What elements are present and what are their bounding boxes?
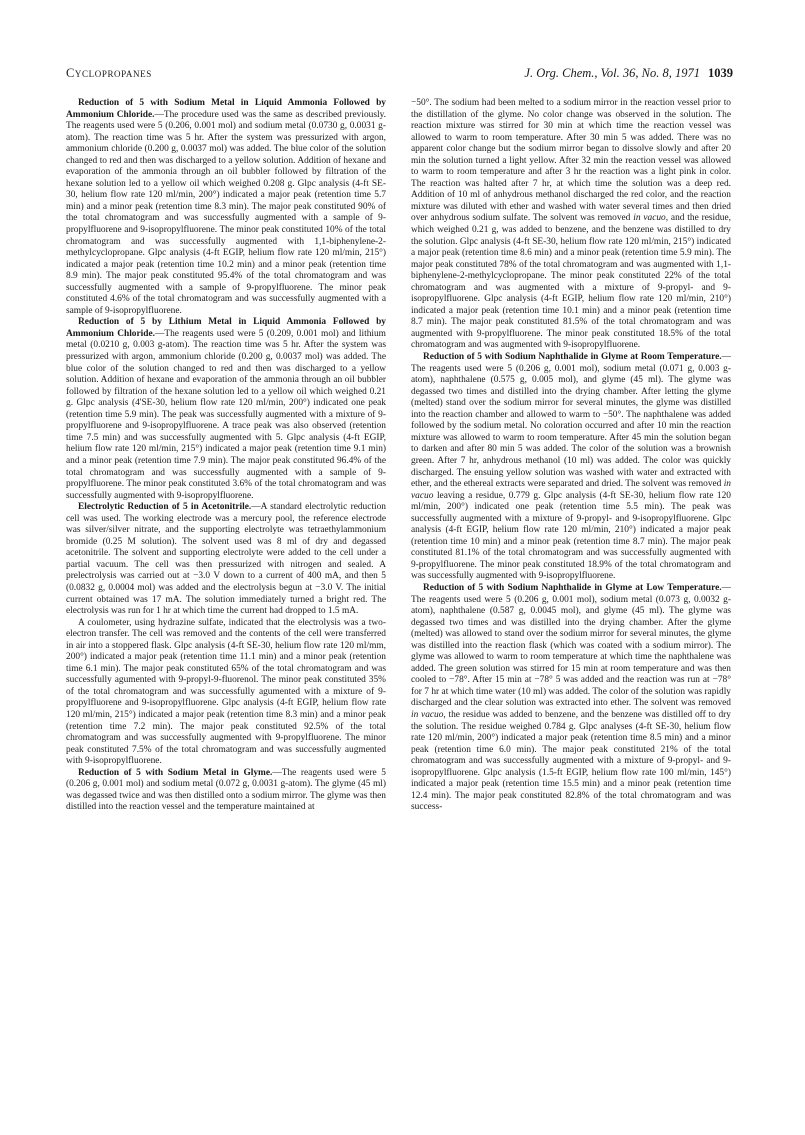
paragraph-heading: Reduction of 5 with Sodium Metal in Liquid Ammonia Followed by Ammonium Chloride. bbox=[66, 98, 386, 120]
journal-citation: J. Org. Chem., Vol. 36, No. 8, 1971 bbox=[524, 66, 700, 80]
paragraph-heading: Reduction of 5 with Sodium Metal in Glyme. bbox=[78, 767, 273, 778]
paragraph-text-continued: , and the residue, which weighed 0.21 g, was added to benzene, and the benzene was distilled to dry the solution. Glpc analysis (4-ft SE-30, helium flow rate 120 ml/min, 215°) indicated a major peak (retention time 8.6 min) and a minor peak (retention time 5.9 min). The major peak constituted 78% of the total chromatogram and was augmented with 1,1-biphenylene-2-methylcyclopropane. The minor peak constituted 22% of the total chromatogram and was augmented with a mixture of 9-propyl- and 9-isopropylfluorene. Glpc analysis (4-ft EGIP, helium flow rate 120 ml/min, 210°) indicated a major peak (retention time 10.1 min) and a minor peak (retention time 8.7 min). The major peak constituted 81.5% of the total chromatogram and was augmented with 9-propylfluorene. The minor peak constituted 18.5% of the total chromatogram and was augmented with 9-isopropylfluorene. bbox=[411, 213, 731, 351]
paragraph bbox=[66, 768, 386, 814]
paragraph-heading: Reduction of 5 with Sodium Naphthalide in Glyme at Room Temperature. bbox=[423, 352, 722, 363]
paragraph bbox=[66, 98, 386, 317]
journal-reference bbox=[524, 66, 733, 81]
paragraph-text: —The procedure used was the same as described previously. The reagents used were 5 (0.206, 0.001 mol) and sodium metal (0.0730 g, 0.0031 g-atom). The reaction time was 5 hr. After the system was pressurized with argon, ammonium chloride (0.200 g, 0.0037 mol) was added. The blue color of the solution changed to red and then was discharged to a yellow solution. Addition of hexane and evaporation of the ammonia through an oil bubbler followed by filtration of the hexane solution led to a yellow oil which weighed 0.208 g. Glpc analysis (4-ft SE-30, helium flow rate 120 ml/min, 200°) indicated a major peak (retention time 5.7 min) and a minor peak (retention time 8.3 min). The major peak constituted 90% of the total chromatogram and was successfully augmented with a sample of 9-propylfluorene and 9-isopropylfluorene. The minor peak constituted 10% of the total chromatogram and was successfully augmented with 1,1-biphenylene-2-methylcyclopropane. Glpc analysis (4-ft EGIP, helium flow rate 120 ml/min, 215°) indicated a major peak (retention time 10.2 min) and a minor peak (retention time 8.9 min). The major peak constituted 95.4% of the total chromatogram and was successfully augmented with a sample of 9-propylfluorene. The minor peak constituted 4.6% of the total chromatogram and was successfully augmented with a sample of 9-isopropylfluorene. bbox=[66, 109, 386, 316]
italic-term: in vacuo bbox=[411, 479, 731, 501]
paragraph-text: —The reagents used were 5 (0.206 g, 0.001 mol), sodium metal (0.071 g, 0.003 g-atom), naphthalene (0.575 g, 0.005 mol), and glyme (45 ml). The glyme was degassed two times and distilled into the drying chamber. After letting the glyme (melted) stand over the sodium mirror for several minutes, the glyme was distilled into the reaction chamber and allowed to warm to −50°. The naphthalene was added followed by the sodium metal. No coloration occurred and after 10 min the reaction mixture was allowed to warm to room temperature. After 45 min the solution began to darken and after 80 min 5 was added. The color of the solution was a brownish green. After 7 hr, anhydrous methanol (10 ml) was added. The color was quickly discharged. The ensuing yellow solution was washed with water and extracted with ether, and the ethereal extracts were separated and dried. The solvent was removed bbox=[411, 352, 731, 490]
paragraph-text: —A standard electrolytic reduction cell was used. The working electrode was a mercury pool, the reference electrode was silver/silver nitrate, and the supporting electrolyte was tetraethylammonium bromide (0.25 M solution). The solvent used was 8 ml of dry and degassed acetonitrile. The solvent and supporting electrolyte were added to the cell under a partial vacuum. The cell was then pressurized with nitrogen and sealed. A prelectrolysis was carried out at −3.0 V down to a current of 400 mA, and then 5 (0.0832 g, 0.0004 mol) was added and the electrolysis begun at −3.0 V. The initial current obtained was 17 mA. The solution immediately turned a bright red. The electrolysis was run for 1 hr at which time the current had dropped to 1.5 mA. bbox=[66, 502, 386, 617]
italic-term: in vacuo bbox=[633, 213, 666, 224]
paragraph-heading: Electrolytic Reduction of 5 in Acetonitrile. bbox=[78, 502, 252, 513]
paragraph-heading: Reduction of 5 with Sodium Naphthalide in Glyme at Low Temperature. bbox=[423, 582, 722, 593]
page-header bbox=[66, 66, 733, 82]
paragraph-text: —The reagents used were 5 (0.209, 0.001 mol) and lithium metal (0.0210 g, 0.003 g-atom). The reaction time was 5 hr. After the system was pressurized with argon, ammonium chloride (0.200 g, 0.0037 mol) was added. The blue color of the solution changed to red and then was discharged to a yellow solution. Addition of hexane and evaporation of the ammonia through an oil bubbler followed by filtration of the hexane solution led to a yellow oil which weighed 0.21 g. Glpc analysis (4'SE-30, helium flow rate 120 ml/min, 200°) indicated one peak (retention time 5.9 min). The peak was successfully augmented with a mixture of 9-propylfluorene and 9-isopropylfluorene. A trace peak was also observed (retention time 7.5 min) and was successfully augmented with 5. Glpc analysis (4-ft EGIP, helium flow rate 120 ml/min, 215°) indicated a major peak (retention time 9.1 min) and a minor peak (retention time 7.9 min). The major peak constituted 96.4% of the total chromatogram and was successfully augmented with a sample of 9-propylfluorene. The minor peak constituted 3.6% of the total chromatogram and was successfully augmented with 9-isopropylfluorene. bbox=[66, 328, 386, 501]
paragraph bbox=[66, 317, 386, 502]
paragraph bbox=[411, 583, 731, 814]
paragraph bbox=[411, 98, 731, 352]
italic-term: in vacuo bbox=[411, 709, 444, 720]
paragraph-heading: Reduction of 5 by Lithium Metal in Liquid Ammonia Followed by Ammonium Chloride. bbox=[66, 317, 386, 339]
paragraph-text: —The reagents used were 5 (0.206 g, 0.001 mol), sodium metal (0.073 g, 0.0032 g-atom), naphthalene (0.587 g, 0.0045 mol), and glyme (45 ml). The glyme was degassed two times and was distilled into the drying chamber. After the glyme (melted) was allowed to stand over the sodium mirror for several minutes, the glyme was distilled into the reaction flask (which was coated with a sodium mirror). The glyme was allowed to warm to room temperature at which time the naphthalene was added. The green solution was stirred for 15 min at room temperature and was then cooled to −78°. After 15 min at −78° 5 was added and the reaction was run at −78° for 7 hr at which time water (10 ml) was added. The color of the solution was rapidly discharged and the clear solution was extracted into ether. The solvent was removed bbox=[411, 582, 731, 709]
paragraph bbox=[411, 352, 731, 583]
right-column bbox=[411, 98, 731, 1108]
paragraph-text: A coulometer, using hydrazine sulfate, indicated that the electrolysis was a two-electron transfer. The cell was removed and the contents of the cell were transferred in air into a stoppered flask. Glpc analysis (4-ft SE-30, helium flow rate 120 ml/mm, 200°) indicated a major peak (retention time 11.1 min) and a minor peak (retention time 6.1 min). The major peak constituted 65% of the total chromatogram and was successfully agumented with 9-propyl-9-fluorenol. The minor peak constituted 35% of the total chromatogram and was successfully agumented with a mixture of 9-propylfluorene and 9-isopropylfluorene. Glpc analysis (4-ft EGIP, helium flow rate 120 ml/min, 215°) indicated a major peak (retention time 8.3 min) and a minor peak (retention time 7.2 min). The major peak constituted 92.5% of the total chromatogram and was successfully augmented with 9-propylfluorene. The minor peak constituted 7.5% of the total chromatogram and was successfully augmented with 9-isopropylfluorene. bbox=[66, 617, 386, 767]
running-head: Cyclopropanes bbox=[66, 66, 152, 80]
paragraph-text-continued: , the residue was added to benzene, and the benzene was distilled off to dry the solution. The residue weighed 0.784 g. Glpc analyses (4-ft SE-30, helium flow rate 120 ml/min, 200°) indicated a major peak (retention time 8.5 min) and a minor peak (retention time 6.0 min). The major peak constituted 21% of the total chromatogram and was successfully augmented with a mixture of 9-propyl- and 9-isopropylfluorene. Glpc analysis (1.5-ft EGIP, helium flow rate 100 ml/min, 145°) indicated a major peak (retention time 15.5 min) and a minor peak (retention time 12.4 min). The major peak constituted 82.8% of the total chromatogram and was success- bbox=[411, 709, 731, 813]
paragraph-text: −50°. The sodium had been melted to a sodium mirror in the reaction vessel prior to the distillation of the glyme. No color change was observed in the solution. The reaction mixture was stirred for 30 min at which time the reaction vessel was allowed to warm to room temperature. After 30 min 5 was added. There was no apparent color change but the sodium mirror began to dissolve slowly and after 20 min the solution turned a light yellow. After 32 min the reaction vessel was allowed to warm to room temperature and after 3 hr the reaction was a light pink in color. The reaction was halted after 7 hr, at which time the solution was a deep red. Addition of 10 ml of anhydrous methanol discharged the red color, and the reaction mixture was diluted with ether and washed with water several times and then dried over anhydrous sodium sulfate. The solvent was removed bbox=[411, 98, 731, 224]
paragraph-text-continued: leaving a residue, 0.779 g. Glpc analysis (4-ft SE-30, helium flow rate 120 ml/min, 200°) indicated one peak (retention time 5.5 min). The peak was successfully augmented with a mixture of 9-propyl- and 9-isopropylfluorene. Glpc analysis (4-ft EGIP, helium flow rate 120 ml/min, 210°) indicated a major peak (retention time 10 min) and a minor peak (retention time 8.7 min). The major peak constituted 81.1% of the total chromatogram and was successfully augmented with 9-propylfluorene. The minor peak constituted 18.9% of the total chromatogram and was successfully augmented with 9-isopropylfluorene. bbox=[411, 490, 731, 582]
page-number: 1039 bbox=[708, 66, 733, 80]
paragraph bbox=[66, 618, 386, 768]
paragraph bbox=[66, 502, 386, 617]
paragraph-text: —The reagents used were 5 (0.206 g, 0.001 mol) and sodium metal (0.072 g, 0.0031 g-atom). The glyme (45 ml) was degassed twice and was then distilled onto a sodium mirror. The glyme was then distilled into the reaction vessel and the temperature maintained at bbox=[66, 767, 386, 813]
left-column bbox=[66, 98, 386, 1108]
